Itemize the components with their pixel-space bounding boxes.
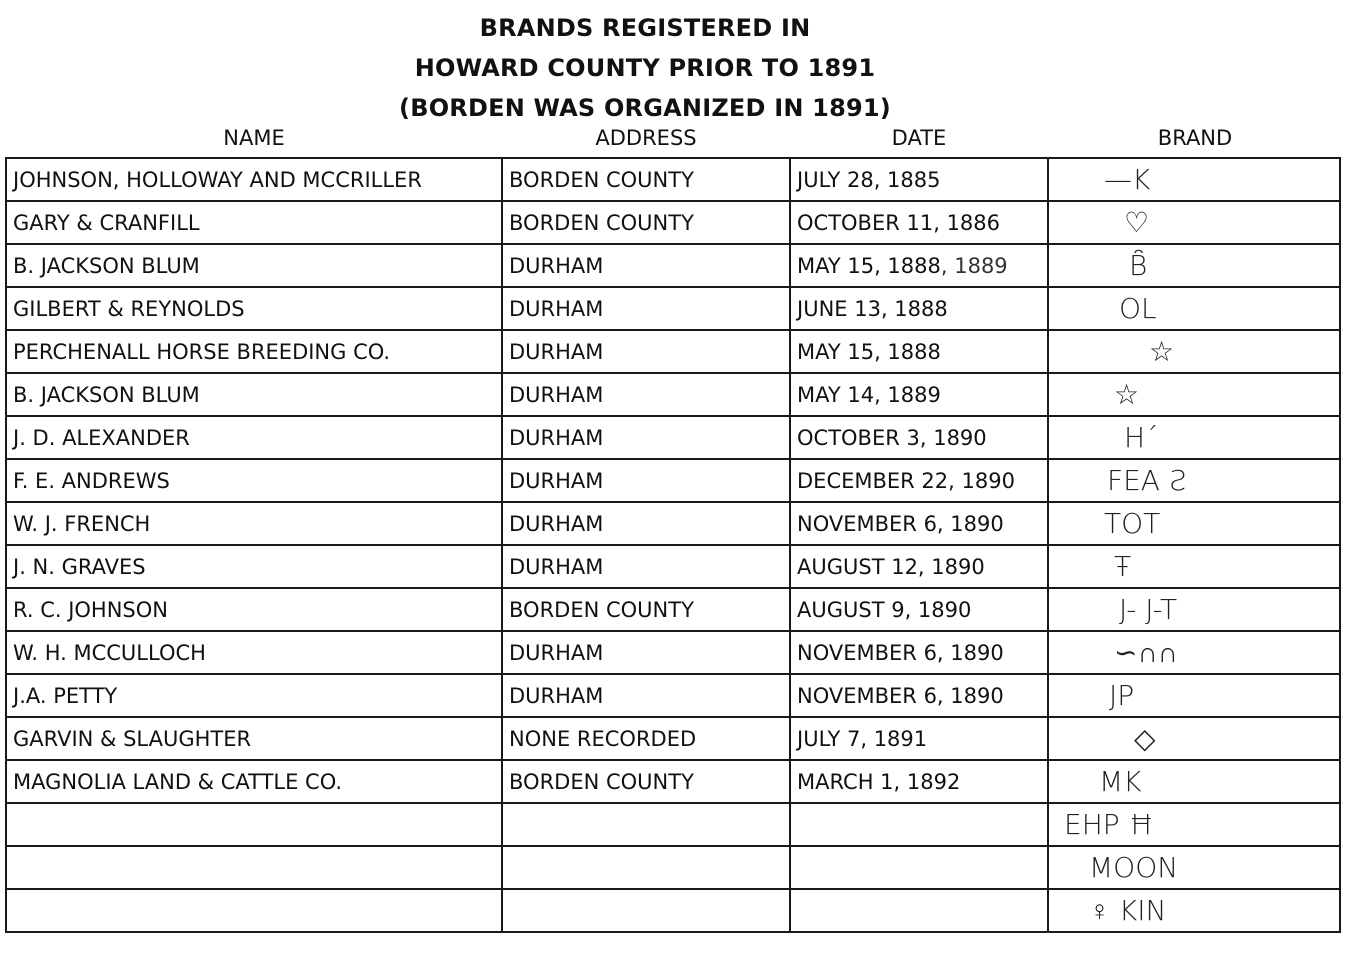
brand-mark: H´ xyxy=(1124,421,1159,454)
name-cell: B. JACKSON BLUM xyxy=(6,373,502,416)
date-cell xyxy=(790,373,1048,416)
table-row xyxy=(6,416,1340,459)
date-cell xyxy=(790,201,1048,244)
address-cell: DURHAM xyxy=(502,416,790,459)
brand-cell xyxy=(1048,588,1340,631)
date-text: MARCH 1, 1892 xyxy=(797,769,961,794)
date-cell xyxy=(790,717,1048,760)
brand-mark: OL xyxy=(1119,292,1157,325)
address-cell: DURHAM xyxy=(502,244,790,287)
date-text: MAY 15, 1888 xyxy=(797,253,941,278)
date-cell xyxy=(790,416,1048,459)
date-cell xyxy=(790,889,1048,932)
column-header-date: DATE xyxy=(891,126,947,150)
brand-cell xyxy=(1048,502,1340,545)
brand-cell xyxy=(1048,760,1340,803)
date-text: NOVEMBER 6, 1890 xyxy=(797,511,1004,536)
address-cell: BORDEN COUNTY xyxy=(502,588,790,631)
handwritten-date-annotation: , 1889 xyxy=(940,253,1008,278)
date-text: AUGUST 12, 1890 xyxy=(797,554,985,579)
brand-mark: MK xyxy=(1099,765,1142,798)
name-cell: J. N. GRAVES xyxy=(6,545,502,588)
column-header-brand: BRAND xyxy=(1157,126,1233,150)
brand-cell xyxy=(1048,373,1340,416)
brand-mark: ♡ xyxy=(1124,206,1150,239)
name-cell xyxy=(6,803,502,846)
brand-cell xyxy=(1048,889,1340,932)
name-cell: W. H. MCCULLOCH xyxy=(6,631,502,674)
date-cell xyxy=(790,502,1048,545)
date-cell xyxy=(790,459,1048,502)
name-cell: B. JACKSON BLUM xyxy=(6,244,502,287)
brand-mark: ☆ xyxy=(1149,335,1175,368)
address-cell: BORDEN COUNTY xyxy=(502,760,790,803)
column-header-name: NAME xyxy=(223,126,285,150)
brand-mark: Ŧ xyxy=(1114,550,1132,583)
document-title xyxy=(0,8,1290,128)
brand-cell xyxy=(1048,201,1340,244)
table-row xyxy=(6,717,1340,760)
brand-mark: —K xyxy=(1104,163,1151,196)
name-cell: MAGNOLIA LAND & CATTLE CO. xyxy=(6,760,502,803)
table-row xyxy=(6,674,1340,717)
table-row xyxy=(6,244,1340,287)
brand-mark: FEA Ƨ xyxy=(1107,464,1187,497)
name-cell: J. D. ALEXANDER xyxy=(6,416,502,459)
brand-mark: MOON xyxy=(1089,851,1179,884)
date-text: OCTOBER 11, 1886 xyxy=(797,210,1001,235)
brand-mark: B̑ xyxy=(1129,249,1148,282)
brand-cell xyxy=(1048,674,1340,717)
brands-table-body xyxy=(6,158,1340,932)
brand-mark: ∽∩∩ xyxy=(1114,636,1178,669)
table-row xyxy=(6,201,1340,244)
date-cell xyxy=(790,803,1048,846)
date-text: NOVEMBER 6, 1890 xyxy=(797,683,1004,708)
table-row xyxy=(6,545,1340,588)
address-cell xyxy=(502,889,790,932)
brand-cell xyxy=(1048,459,1340,502)
date-text: OCTOBER 3, 1890 xyxy=(797,425,987,450)
date-cell xyxy=(790,846,1048,889)
date-text: JUNE 13, 1888 xyxy=(797,296,948,321)
table-row xyxy=(6,631,1340,674)
brand-mark: TOT xyxy=(1104,507,1161,540)
date-text: AUGUST 9, 1890 xyxy=(797,597,972,622)
brand-mark: JP xyxy=(1109,679,1135,712)
title-line-3: (BORDEN WAS ORGANIZED IN 1891) xyxy=(399,94,891,122)
date-cell xyxy=(790,588,1048,631)
name-cell: GARVIN & SLAUGHTER xyxy=(6,717,502,760)
brand-cell xyxy=(1048,158,1340,201)
address-cell: BORDEN COUNTY xyxy=(502,158,790,201)
name-cell: GARY & CRANFILL xyxy=(6,201,502,244)
date-text: JULY 28, 1885 xyxy=(797,167,941,192)
brand-cell xyxy=(1048,717,1340,760)
address-cell: DURHAM xyxy=(502,459,790,502)
table-row xyxy=(6,889,1340,932)
name-cell: GILBERT & REYNOLDS xyxy=(6,287,502,330)
brand-cell xyxy=(1048,416,1340,459)
brand-mark: ♀ KIN xyxy=(1089,894,1167,927)
table-row xyxy=(6,803,1340,846)
title-line-2: HOWARD COUNTY PRIOR TO 1891 xyxy=(414,54,876,82)
name-cell: R. C. JOHNSON xyxy=(6,588,502,631)
address-cell: DURHAM xyxy=(502,373,790,416)
date-cell xyxy=(790,158,1048,201)
table-row xyxy=(6,158,1340,201)
name-cell: J.A. PETTY xyxy=(6,674,502,717)
address-cell xyxy=(502,803,790,846)
column-header-address: ADDRESS xyxy=(595,126,697,150)
table-row xyxy=(6,588,1340,631)
brand-cell xyxy=(1048,545,1340,588)
name-cell: JOHNSON, HOLLOWAY AND MCCRILLER xyxy=(6,158,502,201)
brand-cell xyxy=(1048,803,1340,846)
table-row xyxy=(6,330,1340,373)
table-row xyxy=(6,502,1340,545)
date-text: MAY 15, 1888 xyxy=(797,339,941,364)
address-cell: DURHAM xyxy=(502,287,790,330)
date-cell xyxy=(790,674,1048,717)
address-cell: DURHAM xyxy=(502,330,790,373)
date-text: MAY 14, 1889 xyxy=(797,382,941,407)
address-cell: DURHAM xyxy=(502,631,790,674)
date-text: NOVEMBER 6, 1890 xyxy=(797,640,1004,665)
brands-table xyxy=(5,157,1341,933)
brand-mark: ◇ xyxy=(1134,722,1156,755)
date-cell xyxy=(790,330,1048,373)
address-cell xyxy=(502,846,790,889)
address-cell: NONE RECORDED xyxy=(502,717,790,760)
date-cell xyxy=(790,760,1048,803)
brand-cell xyxy=(1048,244,1340,287)
brand-mark: ☆ xyxy=(1114,378,1140,411)
brand-mark: J- J-T xyxy=(1119,593,1178,626)
name-cell: PERCHENALL HORSE BREEDING CO. xyxy=(6,330,502,373)
date-text: JULY 7, 1891 xyxy=(797,726,928,751)
brand-cell xyxy=(1048,631,1340,674)
brand-cell xyxy=(1048,330,1340,373)
address-cell: BORDEN COUNTY xyxy=(502,201,790,244)
name-cell xyxy=(6,889,502,932)
table-row xyxy=(6,287,1340,330)
table-row xyxy=(6,760,1340,803)
date-cell xyxy=(790,545,1048,588)
date-text: DECEMBER 22, 1890 xyxy=(797,468,1015,493)
address-cell: DURHAM xyxy=(502,674,790,717)
date-cell xyxy=(790,244,1048,287)
date-cell xyxy=(790,631,1048,674)
brand-mark: EHP Ħ xyxy=(1064,808,1155,841)
table-row xyxy=(6,373,1340,416)
date-cell xyxy=(790,287,1048,330)
title-line-1: BRANDS REGISTERED IN xyxy=(479,14,811,42)
name-cell xyxy=(6,846,502,889)
table-row xyxy=(6,459,1340,502)
name-cell: F. E. ANDREWS xyxy=(6,459,502,502)
address-cell: DURHAM xyxy=(502,545,790,588)
brand-cell xyxy=(1048,846,1340,889)
name-cell: W. J. FRENCH xyxy=(6,502,502,545)
address-cell: DURHAM xyxy=(502,502,790,545)
table-row xyxy=(6,846,1340,889)
brand-cell xyxy=(1048,287,1340,330)
